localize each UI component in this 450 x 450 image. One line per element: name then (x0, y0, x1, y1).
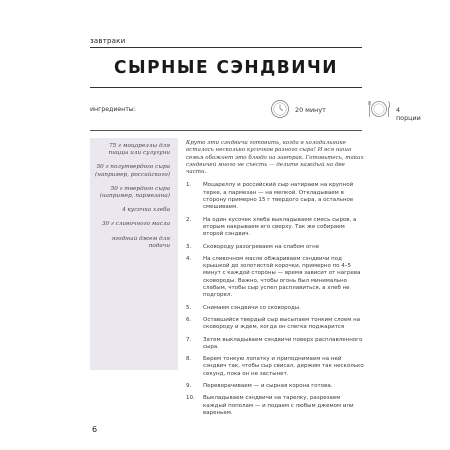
step-text: Выкладываем сэндвичи на тарелку, разрезаем каждый пополам — и подаем с любым джемом или вареньем. (203, 395, 354, 416)
title-rule (90, 87, 362, 88)
recipe-intro: Круто эти сэндвичи готовить, когда в холодильнике осталось несколько кусочков разного сыра! И вся наша семья обожает это блюдо на завтрак. Готовьтесь, таких сэндвичей много не съесть — делите каждый на две части. (186, 140, 364, 176)
recipe-meta (90, 98, 421, 122)
step-text: Берем тонкую лопатку и приподнимаем на ней сэндвич так, чтобы сыр свисал, держим так несколько секунд, пока он не застынет. (203, 356, 364, 377)
step-text: Сковороду разогреваем на слабом огне (203, 243, 320, 250)
step-number: 6. (186, 316, 192, 323)
step-number: 9. (186, 383, 192, 390)
step-number: 4. (186, 255, 192, 262)
recipe-title: СЫРНЫЕ СЭНДВИЧИ (114, 57, 338, 79)
cooking-time: 20 минут (295, 106, 326, 114)
step-number: 5. (186, 304, 192, 311)
step-number: 3. (186, 243, 192, 250)
step-number: 7. (186, 336, 192, 343)
step-text: Снимаем сэндвичи со сковороды. (203, 304, 301, 311)
ingredients-label: ингредиенты: (90, 106, 136, 113)
ingredient-item: 75 г моцареллы для пиццы или сулугуни (108, 143, 170, 157)
step (186, 395, 364, 417)
step-text: На один кусочек хлеба выкладываем смесь сыров, а вторым накрываем его сверху. Так же собираем второй сэндвич. (203, 216, 357, 238)
meta-rule (90, 130, 362, 131)
page-number: 6 (92, 425, 98, 434)
ingredient-item: 50 г полутвердого сыра (например, российского) (95, 164, 170, 178)
step-number: 2. (186, 216, 192, 223)
ingredient-item: 50 г твердого сыра (например, пармезана) (99, 185, 170, 200)
step (186, 337, 364, 352)
step (186, 383, 364, 390)
step (186, 317, 364, 332)
step-text: Затем выкладываем сэндвичи поверх расплавленного сыра. (203, 336, 363, 350)
step-number: 10. (186, 395, 195, 402)
top-rule (90, 47, 362, 48)
step-text: На сливочном масле обжариваем сэндвичи под крышкой до золотистой корочки, примерно по 4–5 минут с каждой стороны — время зависит от нагрева сковороды. Важно, чтобы огонь был минимально слабым, чтобы сыр успел расплавиться, а хлеб не подгорел. (203, 255, 361, 299)
recipe-body (186, 140, 364, 422)
ingredient-item: ягодный джем для подачи (111, 235, 170, 249)
step (186, 182, 364, 211)
step (186, 305, 364, 312)
step-number: 8. (186, 356, 192, 363)
section-label: завтраки (90, 37, 126, 45)
ingredient-item: 30 г сливочного масла (101, 221, 170, 228)
ingredients-list (90, 143, 170, 257)
ingredient-item: 4 кусочка хлеба (122, 207, 170, 214)
step-text: Моцареллу и российский сыр натираем на крупной терке, а пармезан — на мелкой. Откладываем в сторону примерно 15 г твердого сыра, а остальное смешиваем. (203, 182, 354, 211)
step-number: 1. (186, 182, 192, 189)
plate-cutlery-icon (367, 99, 391, 119)
step (186, 217, 364, 239)
step-text: Переворачиваем — и сырная корона готова. (203, 383, 333, 390)
step (186, 256, 364, 300)
portions: 4 порции (396, 106, 421, 122)
step (186, 356, 364, 378)
clock-icon (270, 99, 290, 119)
step (186, 244, 364, 251)
step-text: Оставшийся твердый сыр высыпаем тонким слоем на сковороду и ждем, когда он слегка поджарится (203, 316, 361, 331)
